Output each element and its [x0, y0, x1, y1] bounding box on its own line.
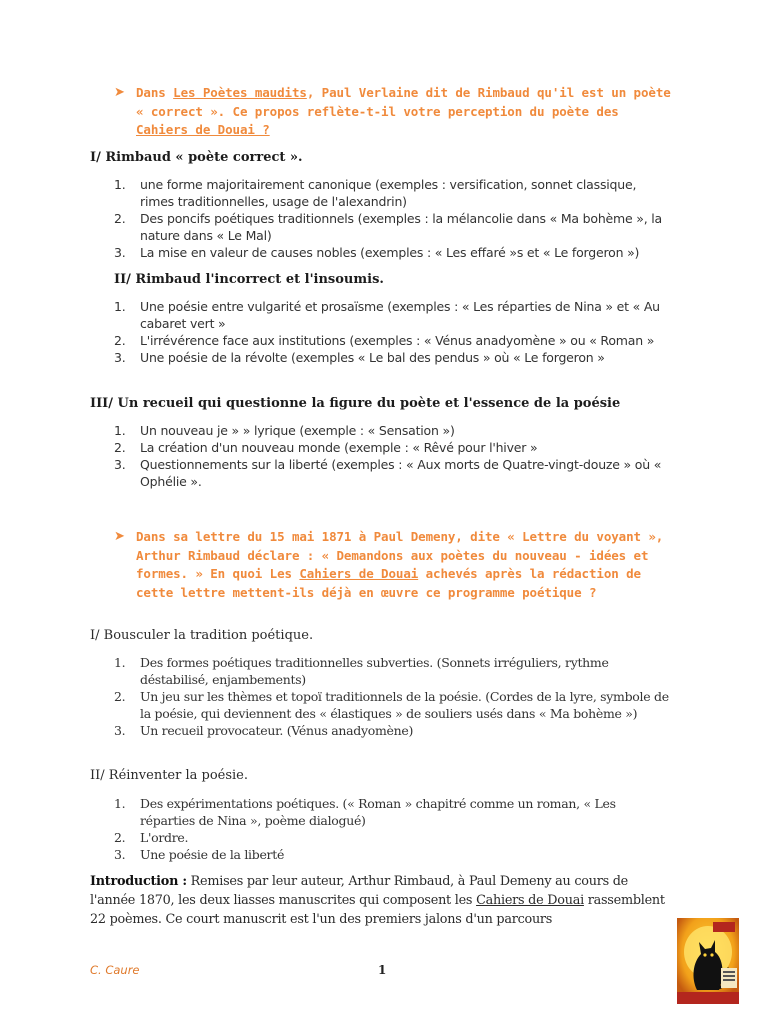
question-1-title-cahiers: Cahiers de Douai ?	[136, 122, 270, 137]
introduction-title-cahiers: Cahiers de Douai	[476, 893, 584, 908]
question-1-text-cont: , Paul Verlaine dit de Rimbaud qu'il est un poète « correct ». Ce propos reflète-t-il votre perception du poète des	[136, 85, 671, 119]
list-2-ii	[114, 795, 670, 863]
page-number: 1	[378, 963, 387, 977]
list-item: 2. L'irrévérence face aux institutions (exemples : « Vénus anadyomène » ou « Roman »	[114, 333, 655, 348]
question-2	[114, 528, 676, 602]
list-item: 3. Questionnements sur la liberté (exemples : « Aux morts de Quatre-vingt-douze » où « Ophélie ».	[114, 457, 662, 489]
list-1-i	[114, 176, 674, 261]
question-2-text-cont: achevés après la rédaction de cette lettre mettent-ils déjà en œuvre ce programme poétique ?	[136, 566, 641, 600]
question-2-text: Dans sa lettre du 15 mai 1871 à Paul Demeny, dite « Lettre du voyant », Arthur Rimbaud déclare : « Demandons aux poètes du nouveau - idées et formes. » En quoi Les	[136, 529, 664, 581]
question-1-title-poetes-maudits: Les Poètes maudits	[173, 85, 307, 100]
list-item: 1. Une poésie entre vulgarité et prosaïsme (exemples : « Les réparties de Nina » et « Au cabaret vert »	[114, 299, 660, 331]
list-item: 3. Une poésie de la liberté	[114, 847, 285, 862]
list-item: 2. L'ordre.	[114, 830, 189, 845]
heading-2-ii: II/ Réinventer la poésie.	[90, 768, 249, 783]
list-item: 2. Des poncifs poétiques traditionnels (exemples : la mélancolie dans « Ma bohème », la nature dans « Le Mal)	[114, 211, 663, 243]
question-1	[114, 84, 676, 140]
list-1-iii	[114, 422, 674, 490]
heading-1-iii: III/ Un recueil qui questionne la figure du poète et l'essence de la poésie	[90, 396, 621, 411]
introduction-label: Introduction :	[90, 874, 187, 889]
arrow-bullet-icon: ➤	[114, 85, 125, 100]
list-1-ii	[114, 298, 674, 366]
question-2-title-cahiers: Cahiers de Douai	[299, 566, 419, 581]
list-item: 1. Un nouveau je » » lyrique (exemple : « Sensation »)	[114, 423, 455, 438]
chat-noir-poster-icon	[677, 918, 739, 1004]
heading-2-i: I/ Bousculer la tradition poétique.	[90, 628, 314, 643]
heading-1-i: I/ Rimbaud « poète correct ».	[90, 150, 303, 165]
arrow-bullet-icon: ➤	[114, 529, 125, 544]
list-item: 1. Des expérimentations poétiques. (« Roman » chapitré comme un roman, « Les réparties de Nina », poème dialogué)	[114, 796, 616, 828]
list-item: 2. Un jeu sur les thèmes et topoï traditionnels de la poésie. (Cordes de la lyre, symbole de la poésie, qui deviennent des « élastiques » de souliers usés dans « Ma bohème »)	[114, 689, 669, 721]
introduction-paragraph: Introduction : Remises par leur auteur, Arthur Rimbaud, à Paul Demeny au cours de l'année 1870, les deux liasses manuscrites qui composent les Cahiers de Douai rassemblent 22 poèmes. Ce court manuscrit est l'un des premiers jalons d'un parcours	[90, 874, 665, 927]
list-item: 3. Une poésie de la révolte (exemples « Le bal des pendus » où « Le forgeron »	[114, 350, 605, 365]
list-2-i	[114, 654, 670, 739]
footer-author: C. Caure	[90, 963, 140, 977]
list-item: 1. Des formes poétiques traditionnelles subverties. (Sonnets irréguliers, rythme déstabilisé, enjambements)	[114, 655, 609, 687]
question-1-text: Dans	[136, 85, 174, 100]
list-item: 2. La création d'un nouveau monde (exemple : « Rêvé pour l'hiver »	[114, 440, 538, 455]
list-item: 1. une forme majoritairement canonique (exemples : versification, sonnet classique, rimes traditionnelles, usage de l'alexandrin)	[114, 177, 637, 209]
heading-1-ii: II/ Rimbaud l'incorrect et l'insoumis.	[114, 272, 384, 287]
list-item: 3. Un recueil provocateur. (Vénus anadyomène)	[114, 723, 414, 738]
list-item: 3. La mise en valeur de causes nobles (exemples : « Les effaré »s et « Le forgeron »)	[114, 245, 640, 260]
